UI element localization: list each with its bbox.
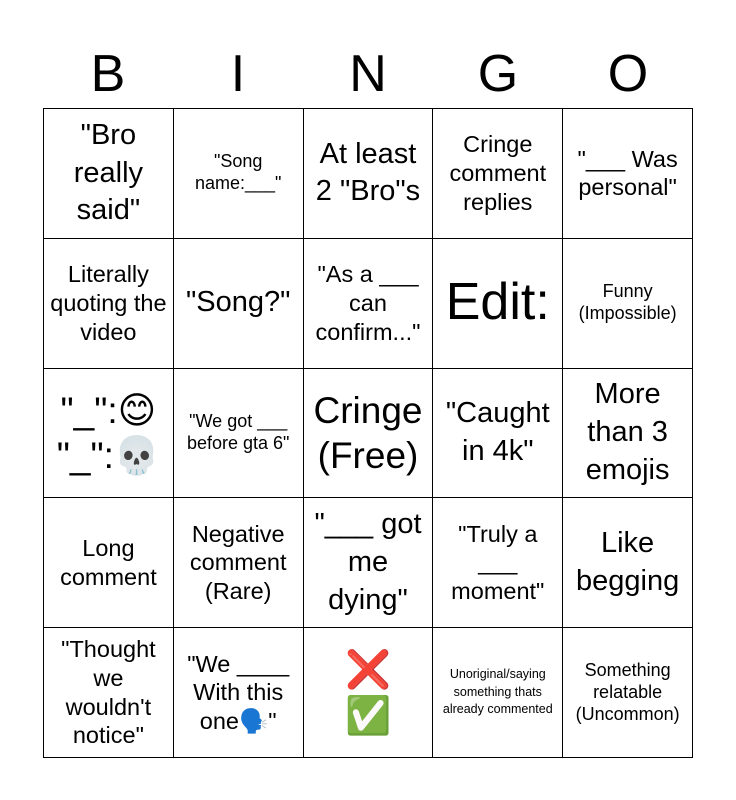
bingo-cell-r2c3[interactable]: "As a ___ can confirm..." — [304, 239, 434, 369]
bingo-cell-r2c2[interactable]: "Song?" — [174, 239, 304, 369]
bingo-header — [43, 40, 693, 108]
bingo-cell-r3c5[interactable]: More than 3 emojis — [563, 369, 693, 499]
bingo-cell-r1c5[interactable]: "___ Was personal" — [563, 109, 693, 239]
bingo-cell-r4c4[interactable]: "Truly a ___ moment" — [433, 498, 563, 628]
bingo-cell-r2c1[interactable]: Literally quoting the video — [44, 239, 174, 369]
header-letter-n: N — [349, 45, 387, 103]
bingo-cell-r4c3[interactable]: "___ got me dying" — [304, 498, 434, 628]
bingo-cell-r1c4[interactable]: Cringe comment replies — [433, 109, 563, 239]
bingo-cell-r4c5[interactable]: Like begging — [563, 498, 693, 628]
bingo-cell-r5c2[interactable]: "We ____ With this one🗣️" — [174, 628, 304, 758]
bingo-cell-r1c1[interactable]: "Bro really said" — [44, 109, 174, 239]
bingo-cell-r1c2[interactable]: "Song name:___" — [174, 109, 304, 239]
bingo-cell-r5c5[interactable]: Something relatable (Uncommon) — [563, 628, 693, 758]
header-letter-g: G — [477, 45, 519, 103]
bingo-cell-r3c1[interactable]: "_":😊 "_":💀 — [44, 369, 174, 499]
bingo-cell-r3c3[interactable]: Cringe (Free) — [304, 369, 434, 499]
bingo-cell-r2c5[interactable]: Funny (Impossible) — [563, 239, 693, 369]
bingo-cell-r5c1[interactable]: "Thought we wouldn't notice" — [44, 628, 174, 758]
header-letter-b: B — [90, 45, 126, 103]
bingo-cell-r3c2[interactable]: "We got ___ before gta 6" — [174, 369, 304, 499]
bingo-cell-r2c4[interactable]: Edit: — [433, 239, 563, 369]
bingo-cell-r1c3[interactable]: At least 2 "Bro"s — [304, 109, 434, 239]
header-letter-i: I — [230, 45, 246, 103]
bingo-cell-r3c4[interactable]: "Caught in 4k" — [433, 369, 563, 499]
bingo-cell-r5c3[interactable]: ❌ ✅ — [304, 628, 434, 758]
bingo-cell-r4c2[interactable]: Negative comment (Rare) — [174, 498, 304, 628]
bingo-cell-r5c4[interactable]: Unoriginal/saying something thats already commented — [433, 628, 563, 758]
bingo-board — [43, 108, 693, 758]
bingo-cell-r4c1[interactable]: Long comment — [44, 498, 174, 628]
header-letter-o: O — [607, 45, 649, 103]
